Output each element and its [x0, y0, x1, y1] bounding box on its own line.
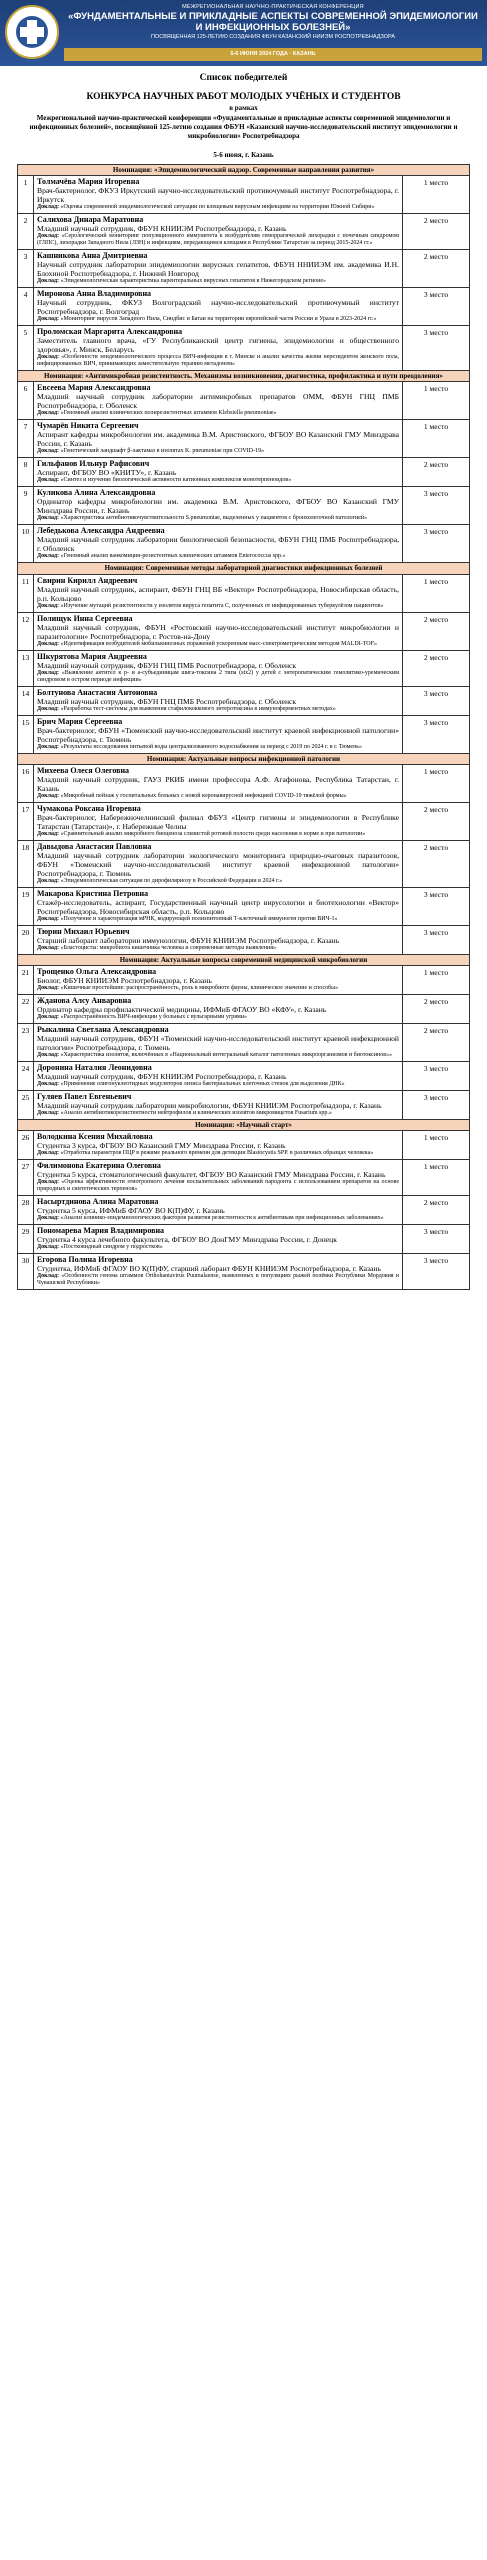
- participant-name: Давыдова Анастасия Павловна: [37, 841, 152, 851]
- participant-affiliation: Врач-бактериолог, Набережночелнинский филиал ФБУЗ «Центр гигиены и эпидемиологии в Республике Татарстан (Татарстан)», г. Набережные Челны: [37, 812, 399, 831]
- participant-info: [34, 250, 403, 287]
- row-number: 10: [18, 525, 34, 562]
- participant-info: [34, 926, 403, 954]
- row-number: 17: [18, 803, 34, 840]
- report-line: [37, 515, 399, 522]
- row-number: 26: [18, 1131, 34, 1159]
- row-number: 15: [18, 716, 34, 753]
- participant-name: Рыкалина Светлана Александровна: [37, 1025, 169, 1035]
- report-title: «Получение и характеризация мРНК, кодирующей полиэпитопный Т-клеточный иммуноген против ВИЧ-1»: [60, 915, 338, 922]
- row-number: 6: [18, 382, 34, 419]
- row-number: 19: [18, 888, 34, 925]
- report-line: [37, 1179, 399, 1193]
- participant-affiliation: Биолог, ФБУН КНИИЭМ Роспотребнадзора, г. Казань: [37, 976, 212, 986]
- participant-info: [34, 420, 403, 457]
- place-award: 3 место: [423, 1256, 449, 1266]
- report-title: «Кишечные простейшие: распространённость, роль в микробиоте фауны, клиническое значение и способы»: [60, 985, 339, 992]
- table-row: [17, 686, 470, 715]
- report-line: [37, 1052, 399, 1059]
- row-number: 30: [18, 1254, 34, 1289]
- participant-affiliation: Научный сотрудник, ФКУЗ Волгоградский научно-исследовательский противочумный институт Роспотребнадзора, г. Волгоград: [37, 298, 399, 317]
- report-label: Доклад:: [37, 233, 59, 240]
- report-title: «Постковидный синдром у подростков»: [60, 1244, 163, 1251]
- row-number: 9: [18, 487, 34, 524]
- report-label: Доклад:: [37, 1244, 59, 1251]
- report-label: Доклад:: [37, 354, 59, 361]
- report-label: Доклад:: [37, 1150, 59, 1157]
- logo-cross-icon-h: [20, 27, 44, 37]
- report-title: «Оценка современной эпидемиологической ситуации по клещевым вирусным инфекциям на территории Южной Сибири»: [60, 204, 375, 211]
- participant-name: Жданова Алсу Анваровна: [37, 996, 132, 1006]
- report-label: Доклад:: [37, 743, 59, 750]
- participant-affiliation: Аспирант кафедры микробиологии им. академика В.М. Аристовского, ФГБОУ ВО Казанский ГМУ Минздрава России, г. Казань: [37, 430, 399, 449]
- table-row: [17, 965, 470, 994]
- report-line: [37, 1081, 399, 1088]
- place-award: 1 место: [423, 1162, 449, 1172]
- report-line: [37, 1273, 399, 1287]
- conference-banner: [0, 0, 487, 66]
- table-row: [17, 175, 470, 213]
- place-award: 2 место: [423, 652, 449, 662]
- row-number: 2: [18, 214, 34, 249]
- place-award: 1 место: [423, 766, 449, 776]
- report-title: «Особенности эпидемиологического процесса ВИЧ-инфекции в г. Минске и анализ качества жизни нерезидентов женского пола, инфицированных ВИЧ, принимающих заместительную терапию метадоном»: [37, 354, 399, 368]
- report-line: [37, 354, 399, 368]
- participant-info: [34, 1254, 403, 1289]
- table-row: [17, 287, 470, 325]
- table-row: [17, 381, 470, 419]
- row-number: 3: [18, 250, 34, 287]
- conference-date-city: 5-6 июня, г. Казань: [213, 151, 274, 159]
- place-award: 2 место: [423, 842, 449, 852]
- report-label: Доклад:: [37, 278, 59, 285]
- place-award: 3 место: [423, 927, 449, 937]
- participant-name: Салихова Динара Маратовна: [37, 215, 144, 225]
- row-number: 29: [18, 1225, 34, 1253]
- banner-line3: ПОСВЯЩЕННАЯ 125-ЛЕТИЮ СОЗДАНИЯ ФБУН КАЗАНСКИЙ НИИЭМ РОСПОТРЕБНАДЗОРА: [151, 34, 395, 40]
- participant-affiliation: Старший лаборант лаборатории иммунологии, ФБУН КНИИЭМ Роспотребнадзора, г. Казань: [37, 935, 340, 945]
- participant-info: [34, 687, 403, 715]
- participant-name: Евсеева Мария Александровна: [37, 383, 151, 393]
- report-title: «Оценка эффективности этиотропного лечения воспалительных заболеваний пародонта с использованием препаратов на основе природных и синтетических терпенов»: [37, 1179, 400, 1193]
- report-line: [37, 985, 399, 992]
- report-line: [37, 831, 399, 838]
- participant-affiliation: Младший научный сотрудник, аспирант, ФБУН ГНЦ ВБ «Вектор» Роспотребнадзора, Новосибирская область, р.п. Кольцово: [37, 584, 399, 603]
- report-label: Доклад:: [37, 944, 59, 951]
- participant-name: Брич Мария Сергеевна: [37, 716, 123, 726]
- table-row: [17, 325, 470, 370]
- place-award: 2 место: [423, 252, 449, 262]
- table-row: [17, 650, 470, 686]
- place-award: 1 место: [423, 422, 449, 432]
- participant-info: [34, 487, 403, 524]
- participant-affiliation: Младший научный сотрудник, ФБУН ГНЦ ПМБ Роспотребнадзора, г. Оболенск: [37, 660, 297, 670]
- participant-affiliation: Студентка 5 курса, стоматологический факультет, ФГБОУ ВО Казанский ГМУ Минздрава России, г. Казань: [37, 1170, 386, 1180]
- participant-name: Полищук Инна Сергеевна: [37, 613, 133, 623]
- nomination-header: Номинация: Актуальные вопросы инфекционной патологии: [17, 753, 470, 764]
- participant-info: [34, 214, 403, 249]
- row-number: 7: [18, 420, 34, 457]
- place-award: 3 место: [423, 290, 449, 300]
- report-label: Доклад:: [37, 553, 59, 560]
- report-label: Доклад:: [37, 705, 59, 712]
- participant-info: [34, 1062, 403, 1090]
- report-label: Доклад:: [37, 1014, 59, 1021]
- report-label: Доклад:: [37, 602, 59, 609]
- participant-affiliation: Научный сотрудник лаборатории эпидемиологии вирусных гепатитов, ФБУН ННИИЭМ им. академика И.Н. Блохиной Роспотребнадзора, г. Нижний Новгород: [37, 260, 399, 279]
- table-row: [17, 802, 470, 840]
- table-row: [17, 1023, 470, 1061]
- conference-description: Межрегиональной научно-практической конференции «Фундаментальные и прикладные аспекты современной эпидемиологии и инфекционных болезней», посвящённой 125-летию создания ФБУН «Казанский научно-исследовательский институт эпидемиологии и микробиологии» Роспотребнадзора: [29, 114, 458, 140]
- participant-name: Чумакова Роксана Игоревна: [37, 803, 141, 813]
- participant-affiliation: Младший научный сотрудник лаборатории антимикробных препаратов ОММ, ФБУН ГНЦ ПМБ Роспотребнадзора, г. Оболенск: [37, 392, 399, 411]
- participant-affiliation: Младший научный сотрудник, ФБУН «Тюменский научно-исследовательский институт краевой инфекционной патологии» Роспотребнадзора, г. Тюмень: [37, 1034, 399, 1053]
- report-label: Доклад:: [37, 448, 59, 455]
- report-line: [37, 603, 399, 610]
- row-number: 4: [18, 288, 34, 325]
- place-award: 2 место: [423, 1198, 449, 1208]
- contest-title: КОНКУРСА НАУЧНЫХ РАБОТ МОЛОДЫХ УЧЁНЫХ И СТУДЕНТОВ: [86, 92, 401, 102]
- row-number: 12: [18, 613, 34, 650]
- report-title: «Бластоцисты: микробиота кишечника человека и современные методы выявления»: [60, 944, 276, 951]
- report-label: Доклад:: [37, 1110, 59, 1117]
- contest-subtitle: в рамках: [229, 104, 258, 112]
- row-number: 20: [18, 926, 34, 954]
- place-award: 1 место: [423, 1133, 449, 1143]
- report-label: Доклад:: [37, 477, 59, 484]
- participant-name: Трощенко Ольга Александровна: [37, 967, 157, 977]
- participant-affiliation: Врач-бактериолог, ФБУН «Тюменский научно-исследовательский институт краевой инфекционной патологии» Роспотребнадзора, г. Тюмень: [37, 725, 399, 744]
- table-row: [17, 574, 470, 612]
- participant-name: Гильфанов Ильнур Рафисович: [37, 459, 150, 469]
- report-label: Доклад:: [37, 877, 59, 884]
- report-line: [37, 706, 399, 713]
- participant-affiliation: Студентка 5 курса, ИФМиБ ФГАОУ ВО К(П)ФУ, г. Казань: [37, 1206, 225, 1216]
- row-number: 18: [18, 841, 34, 887]
- table-row: [17, 840, 470, 887]
- place-award: 3 место: [423, 717, 449, 727]
- report-label: Доклад:: [37, 1215, 59, 1222]
- report-label: Доклад:: [37, 1273, 59, 1280]
- report-line: [37, 1150, 399, 1157]
- place-award: 3 место: [423, 1093, 449, 1103]
- table-row: [17, 457, 470, 486]
- nomination-header: Номинация: Современные методы лабораторной диагностики инфекционных болезней: [17, 562, 470, 573]
- table-row: [17, 925, 470, 954]
- banner-date: 5-6 ИЮНЯ 2024 ГОДА · КАЗАНЬ: [64, 48, 482, 61]
- report-title: «Особенности генома штаммов Orthohantavirus Puumalaense, выявленных в популяциях рыжей полёвки Республики Мордовия и Чувашской Республики»: [37, 1273, 399, 1287]
- participant-affiliation: Младший научный сотрудник, ФБУН «Ростовский научно-исследовательский институт микробиологии и паразитологии» Роспотребнадзора, г. Ростов-на-Дону: [37, 622, 399, 641]
- nomination-header: Номинация: «Эпидемиологический надзор. Современные направления развития»: [17, 164, 470, 175]
- report-label: Доклад:: [37, 515, 59, 522]
- table-row: [17, 524, 470, 562]
- participant-info: [34, 176, 403, 213]
- participant-info: [34, 575, 403, 612]
- row-number: 25: [18, 1091, 34, 1119]
- participant-name: Насыртдинова Алина Маратовна: [37, 1197, 159, 1207]
- report-line: [37, 1244, 399, 1251]
- report-label: Доклад:: [37, 204, 59, 211]
- participant-info: [34, 1196, 403, 1224]
- place-award: 2 место: [423, 460, 449, 470]
- participant-affiliation: Младший научный сотрудник, ФБУН КНИИЭМ Роспотребнадзора, г. Казань: [37, 1072, 287, 1082]
- participant-affiliation: Младший научный сотрудник, ГАУЗ РКИБ имени профессора А.Ф. Агафонова, Республика Татарстан, г. Казань: [37, 774, 399, 793]
- report-line: [37, 744, 399, 751]
- participant-affiliation: Младший научный сотрудник лаборатории микробиологии, ФБУН КНИИЭМ Роспотребнадзора, г. Казань: [37, 1101, 382, 1111]
- row-number: 11: [18, 575, 34, 612]
- table-row: [17, 1195, 470, 1224]
- participant-info: [34, 458, 403, 486]
- report-title: «Анализ антибиотикорезистентности нейтрофилов и клинических изолятов микромицетов Fusarium spp.»: [60, 1110, 332, 1117]
- place-award: 3 место: [423, 889, 449, 899]
- report-line: [37, 1110, 399, 1117]
- participant-name: Толмачёва Мария Игоревна: [37, 177, 140, 187]
- row-number: 24: [18, 1062, 34, 1090]
- row-number: 13: [18, 651, 34, 686]
- report-label: Доклад:: [37, 316, 59, 323]
- banner-text: [64, 4, 482, 41]
- participant-info: [34, 995, 403, 1023]
- participant-info: [34, 613, 403, 650]
- report-line: [37, 641, 399, 648]
- row-number: 5: [18, 326, 34, 370]
- report-line: [37, 1014, 399, 1021]
- participant-name: Куликова Алина Александровна: [37, 488, 156, 498]
- report-label: Доклад:: [37, 1179, 59, 1186]
- participant-info: [34, 716, 403, 753]
- participant-name: Свирин Кирилл Андреевич: [37, 575, 138, 585]
- report-label: Доклад:: [37, 410, 59, 417]
- participant-affiliation: Студентка 3 курса, ФГБОУ ВО Казанский ГМУ Минздрава России, г. Казань: [37, 1141, 286, 1151]
- participant-name: Михеева Олеся Олеговна: [37, 765, 130, 775]
- banner-conference-title: «ФУНДАМЕНТАЛЬНЫЕ И ПРИКЛАДНЫЕ АСПЕКТЫ СОВРЕМЕННОЙ ЭПИДЕМИОЛОГИИ И ИНФЕКЦИОННЫХ БОЛЕЗНЕЙ»: [68, 11, 478, 33]
- participant-info: [34, 326, 403, 370]
- participant-affiliation: Врач-бактериолог, ФКУЗ Иркутский научно-исследовательский противочумный институт Роспотребнадзора, г. Иркутск: [37, 186, 399, 205]
- row-number: 28: [18, 1196, 34, 1224]
- table-row: [17, 419, 470, 457]
- report-line: [37, 204, 399, 211]
- participant-name: Тюрин Михаил Юрьевич: [37, 926, 130, 936]
- table-row: [17, 994, 470, 1023]
- participant-info: [34, 765, 403, 802]
- report-label: Доклад:: [37, 1052, 59, 1059]
- row-number: 27: [18, 1160, 34, 1195]
- participant-affiliation: Ординатор кафедры профилактической медицины, ИФМиБ ФГАОУ ВО «КФУ», г. Казань: [37, 1005, 327, 1015]
- report-title: «Распространённость ВИЧ-инфекции у больных с вульгарными угрями»: [60, 1014, 248, 1021]
- report-label: Доклад:: [37, 640, 59, 647]
- report-line: [37, 878, 399, 885]
- participant-name: Егорова Полина Игоревна: [37, 1255, 133, 1265]
- report-label: Доклад:: [37, 830, 59, 837]
- participant-name: Чумарёв Никита Сергеевич: [37, 421, 139, 431]
- report-line: [37, 945, 399, 952]
- report-line: [37, 670, 399, 684]
- participant-info: [34, 803, 403, 840]
- table-row: [17, 715, 470, 753]
- participant-info: [34, 382, 403, 419]
- report-line: [37, 553, 399, 560]
- table-row: [17, 1224, 470, 1253]
- report-title: «Геномный анализ клинических полирезистентных штаммов Klebsiella pneumoniae»: [60, 410, 277, 417]
- participant-affiliation: Младший научный сотрудник лаборатории экологического мониторинга природно-очаговых паразитозов, ФБУН «Тюменский научно-исследовательский институт краевой инфекционной патологии» Роспотребнадзора, г. Тюмень: [37, 850, 399, 878]
- participant-name: Филимонова Екатерина Олеговна: [37, 1161, 161, 1171]
- place-award: 3 место: [423, 328, 449, 338]
- place-award: 3 место: [423, 489, 449, 499]
- participant-info: [34, 1225, 403, 1253]
- report-title: «Идентификация возбудителей мобилькинозных поражений ускоренным масс-спектрометрическим методом MALDI-TOF»: [60, 640, 377, 647]
- report-title: «Эпидемиологическая характеристика парентеральных вирусных гепатитов в Нижегородском регионе»: [60, 278, 327, 285]
- participant-affiliation: Младший научный сотрудник, ФБУН ГНЦ ПМБ Роспотребнадзора, г. Оболенск: [37, 696, 297, 706]
- report-title: «Выявление антител к p- и a-субъединицам шига-токсина 2 типа (stx2) у детей с энтеропатическим гемолитико-уремическим синдромом в остром периоде инфекции»: [37, 669, 400, 683]
- participant-info: [34, 651, 403, 686]
- participant-affiliation: Заместитель главного врача, «ГУ Республиканский центр гигиены, эпидемиологии и общественного здоровья», г. Минск, Беларусь: [37, 336, 399, 355]
- row-number: 8: [18, 458, 34, 486]
- participant-name: Макарова Кристина Петровна: [37, 888, 149, 898]
- report-title: «Характеристика антибиотикочувствительности S.pneumoniae, выделенных у пациентов с бронхолегочной патологией»: [60, 515, 368, 522]
- participant-info: [34, 1024, 403, 1061]
- report-title: «Характеристика изолятов, включённых в «Национальный интегральный каталог патогенных микроорганизмов и биотоксинов»»: [60, 1052, 393, 1059]
- participant-name: Проломская Маргарита Александровна: [37, 327, 183, 337]
- participant-info: [34, 888, 403, 925]
- place-award: 2 место: [423, 1026, 449, 1036]
- report-title: «Применение олигонуклеотидных модуляторов лизиса бактериальных клеточных стенок для выделения ДНК»: [60, 1081, 345, 1088]
- place-award: 2 место: [423, 997, 449, 1007]
- participant-name: Пономарева Мария Владимировна: [37, 1226, 165, 1236]
- participant-info: [34, 525, 403, 562]
- report-line: [37, 916, 399, 923]
- participant-name: Миронова Анна Владимировна: [37, 289, 152, 299]
- table-row: [17, 486, 470, 524]
- row-number: 16: [18, 765, 34, 802]
- place-award: 1 место: [423, 968, 449, 978]
- report-title: «Сравнительный анализ микробного биоценоза слизистой ротовой полости среди населения в норме и при патологии»: [60, 830, 366, 837]
- participant-name: Шкурятова Мария Андреевна: [37, 651, 147, 661]
- participant-info: [34, 966, 403, 994]
- report-title: «Синтез и изучение биологической активности катионных комплексов монотерпеноидов»: [60, 477, 292, 484]
- nomination-header: Номинация: «Антимикробная резистентность. Механизмы возникновения, диагностика, профилактика и пути преодоления»: [17, 370, 470, 381]
- report-line: [37, 316, 399, 323]
- nomination-header: Номинация: Актуальные вопросы современной медицинской микробиологии: [17, 954, 470, 965]
- participant-affiliation: Младший научный сотрудник лаборатории биологической безопасности, ФБУН ГНЦ ПМБ Роспотребнадзора, г. Оболенск: [37, 535, 399, 554]
- participant-affiliation: Аспирант, ФГБОУ ВО «КНИТУ», г. Казань: [37, 468, 177, 478]
- participant-affiliation: Младший научный сотрудник, ФБУН КНИИЭМ Роспотребнадзора, г. Казань: [37, 224, 287, 234]
- place-award: 2 место: [423, 216, 449, 226]
- row-number: 22: [18, 995, 34, 1023]
- report-title: «Эпидемиологическая ситуация по дирофиляриозу в Российской Федерации в 2024 г.»: [60, 877, 283, 884]
- table-row: [17, 249, 470, 287]
- participant-affiliation: Студентка 4 курса лечебного факультета, ФГБОУ ВО ДонГМУ Минздрава России, г. Донецк: [37, 1235, 337, 1245]
- report-title: «Геномный анализ ванкомицин-резистентных клинических штаммов Enterococcus spp.»: [60, 553, 286, 560]
- nomination-header: Номинация: «Научный старт»: [17, 1119, 470, 1130]
- table-row: [17, 612, 470, 650]
- place-award: 2 место: [423, 614, 449, 624]
- report-label: Доклад:: [37, 792, 59, 799]
- report-label: Доклад:: [37, 915, 59, 922]
- place-award: 3 место: [423, 1227, 449, 1237]
- report-line: [37, 448, 399, 455]
- place-award: 3 место: [423, 688, 449, 698]
- winners-table: [17, 164, 470, 1290]
- row-number: 14: [18, 687, 34, 715]
- participant-name: Доронина Наталия Леонидовна: [37, 1063, 152, 1073]
- place-award: 3 место: [423, 527, 449, 537]
- place-award: 1 место: [423, 384, 449, 394]
- table-row: [17, 1159, 470, 1195]
- row-number: 21: [18, 966, 34, 994]
- participant-name: Гуляев Павел Евгеньевич: [37, 1092, 132, 1102]
- report-line: [37, 233, 399, 247]
- report-title: «Отработка параметров ПЦР в режиме реального времени для детекции Blastocystis SPP. в различных образцах человека»: [60, 1150, 374, 1157]
- report-label: Доклад:: [37, 1081, 59, 1088]
- report-line: [37, 278, 399, 285]
- report-title: «Серологический мониторинг популяционного иммунитета к возбудителям геморрагической лихорадки с почечным синдромом (ГЛПС), лихорадки Западного Нила (ЛЗН) и инфекциям, передающимся клещами в Республике Татарстан за период 2015-2024 гг.»: [37, 233, 400, 247]
- participant-info: [34, 1160, 403, 1195]
- participant-affiliation: Стажёр-исследователь, аспирант, Государственный научный центр вирусологии и биотехнологии «Вектор» Роспотребнадзора, Новосибирская область, р.п. Кольцово: [37, 897, 399, 916]
- row-number: 23: [18, 1024, 34, 1061]
- table-row: [17, 213, 470, 249]
- table-row: [17, 764, 470, 802]
- report-title: «Изучение мутаций резистентности у изолятов вируса гепатита С, полученных от инфицированных туберкулёзом пациентов»: [60, 602, 384, 609]
- report-title: «Анализ клинико-эпидемиологических факторов развития резистентности к антибиотикам при инфекционных заболеваниях»: [60, 1215, 384, 1222]
- report-line: [37, 410, 399, 417]
- participant-name: Лебедькова Александра Андреевна: [37, 526, 165, 536]
- place-award: 2 место: [423, 804, 449, 814]
- participant-affiliation: Ординатор кафедры микробиологии им. академика В.М. Аристовского, ФГБОУ ВО Казанский ГМУ Минздрава России, г. Казань: [37, 497, 399, 516]
- row-number: 1: [18, 176, 34, 213]
- report-title: «Мониторинг вирусов Западного Нила, Синдбис и Батаи на территории европейской части России и Урала в 2023-2024 гг.»: [60, 316, 377, 323]
- report-label: Доклад:: [37, 985, 59, 992]
- institute-logo: [5, 5, 59, 59]
- participant-name: Болтунова Анастасия Антоновна: [37, 687, 158, 697]
- participant-info: [34, 1091, 403, 1119]
- table-row: [17, 1090, 470, 1119]
- place-award: 1 место: [423, 576, 449, 586]
- participant-info: [34, 288, 403, 325]
- page-title: Список победителей: [199, 73, 288, 83]
- place-award: 1 место: [423, 178, 449, 188]
- report-line: [37, 1215, 399, 1222]
- table-row: [17, 1253, 470, 1290]
- participant-name: Кашникова Анна Дмитриевна: [37, 251, 148, 261]
- table-row: [17, 887, 470, 925]
- place-award: 3 место: [423, 1064, 449, 1074]
- participant-info: [34, 1131, 403, 1159]
- report-title: «Разработка тест-системы для выявления стафилококкового энтеротоксина в иммуноферментных методах»: [60, 705, 336, 712]
- report-line: [37, 477, 399, 484]
- banner-line1: МЕЖРЕГИОНАЛЬНАЯ НАУЧНО-ПРАКТИЧЕСКАЯ КОНФЕРЕНЦИЯ: [182, 4, 364, 10]
- table-row: [17, 1130, 470, 1159]
- participant-name: Володкина Ксения Михайловна: [37, 1132, 153, 1142]
- participant-affiliation: Студентка, ИФМиБ ФГАОУ ВО К(П)ФУ, старший лаборант ФБУН КНИИЭМ Роспотребнадзора, г. Казань: [37, 1264, 381, 1274]
- report-line: [37, 793, 399, 800]
- table-row: [17, 1061, 470, 1090]
- report-title: «Микробный пейзаж у госпитальных больных с новой коронавирусной инфекцией COVID-19 тяжёлой формы»: [60, 792, 347, 799]
- report-title: «Генетический ландшафт β-лактамаз в изолятах K. pneumoniae при COVID-19»: [60, 448, 265, 455]
- report-title: «Результаты исследования питьевой воды централизованного водоснабжения за период с 2019 по 2024 г. в г. Тюмень»: [60, 743, 363, 750]
- report-label: Доклад:: [37, 669, 59, 676]
- participant-info: [34, 841, 403, 887]
